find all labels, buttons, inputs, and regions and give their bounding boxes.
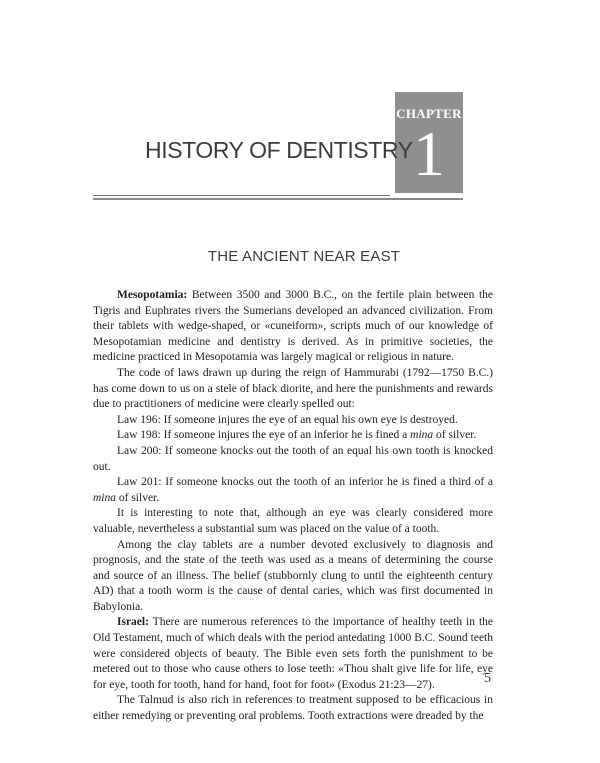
paragraph	[93, 288, 493, 366]
law-201	[93, 475, 493, 506]
chapter-label: CHAPTER	[396, 106, 462, 121]
title-rule-thick	[93, 198, 463, 200]
law-200	[93, 444, 493, 475]
law-196	[93, 413, 493, 429]
paragraph-text: There are numerous references to the importance of healthy teeth in the Old Testament, much of which deals with the period antedating 1000 B.C. Sound teeth were considered objects of beauty. The Bible even sets forth the punishment to be metered out to those who cause others to lose teeth: «Thou shalt give life for life, eye for eye, tooth for tooth, hand for hand, foot for foot» (Exodus 21:23—27).	[93, 616, 493, 691]
section-heading: THE ANCIENT NEAR EAST	[207, 248, 401, 265]
paragraph-text: Law 196: If someone injures the eye of an equal his own eye is destroyed.	[117, 413, 458, 426]
body-text	[93, 288, 493, 725]
page-number: 5	[484, 671, 491, 686]
paragraph	[93, 693, 493, 724]
paragraph-text-after: of silver.	[116, 491, 160, 504]
paragraph-text: The code of laws drawn up during the reign of Hammurabi (1792—1750 B.C.) has come down to us on a stele of black diorite, and here the punishments and rewards due to practitioners of medicine were clearly spelled out:	[93, 366, 493, 411]
paragraph-text: Law 198: If someone injures the eye of an inferior he is fined a	[117, 429, 411, 442]
paragraph-italic: mina	[410, 429, 434, 442]
paragraph-text: It is interesting to note that, although an eye was clearly considered more valuable, nevertheless a substantial sum was placed on the value of a tooth.	[93, 507, 493, 535]
page-title: HISTORY OF DENTISTRY	[145, 137, 413, 163]
paragraph-lead: Israel:	[117, 616, 149, 629]
paragraph-text: Law 201: If someone knocks out the tooth of an inferior he is fined a third of a	[117, 476, 493, 489]
paragraph-text: Law 200: If someone knocks out the tooth of an equal his own tooth is knocked out.	[93, 444, 493, 473]
paragraph	[93, 366, 493, 413]
paragraph-text: Among the clay tablets are a number devoted exclusively to diagnosis and prognosis, and the state of the teeth was used as a means of determining the course and source of an illness. The belief (stubbornly clung to until the eighteenth century AD) that a tooth worm is the cause of dental caries, which was first documented in Babylonia.	[93, 538, 493, 613]
paragraph	[93, 506, 493, 537]
paragraph	[93, 615, 493, 693]
paragraph-text: Between 3500 and 3000 B.C., on the fertile plain between the Tigris and Euphrates rivers the Sumerians developed an advanced civilization. From their tablets with wedge-shaped, or «cuneiform», scripts much of our knowledge of Mesopotamian medicine and dentistry is derived. As in primitive societies, the medicine practiced in Mesopotamia was largely magical or religious in nature.	[93, 289, 493, 364]
law-198	[93, 428, 493, 444]
title-rule-thin	[93, 195, 390, 196]
paragraph	[93, 538, 493, 616]
paragraph-lead: Mesopotamia:	[117, 289, 188, 301]
paragraph-text-after: of silver.	[433, 429, 477, 442]
chapter-number: 1	[413, 118, 445, 189]
paragraph-text: The Talmud is also rich in references to treatment supposed to be efficacious in either remedying or preventing oral problems. Tooth extractions were dreaded by the	[93, 694, 493, 723]
paragraph-italic: mina	[93, 491, 116, 504]
